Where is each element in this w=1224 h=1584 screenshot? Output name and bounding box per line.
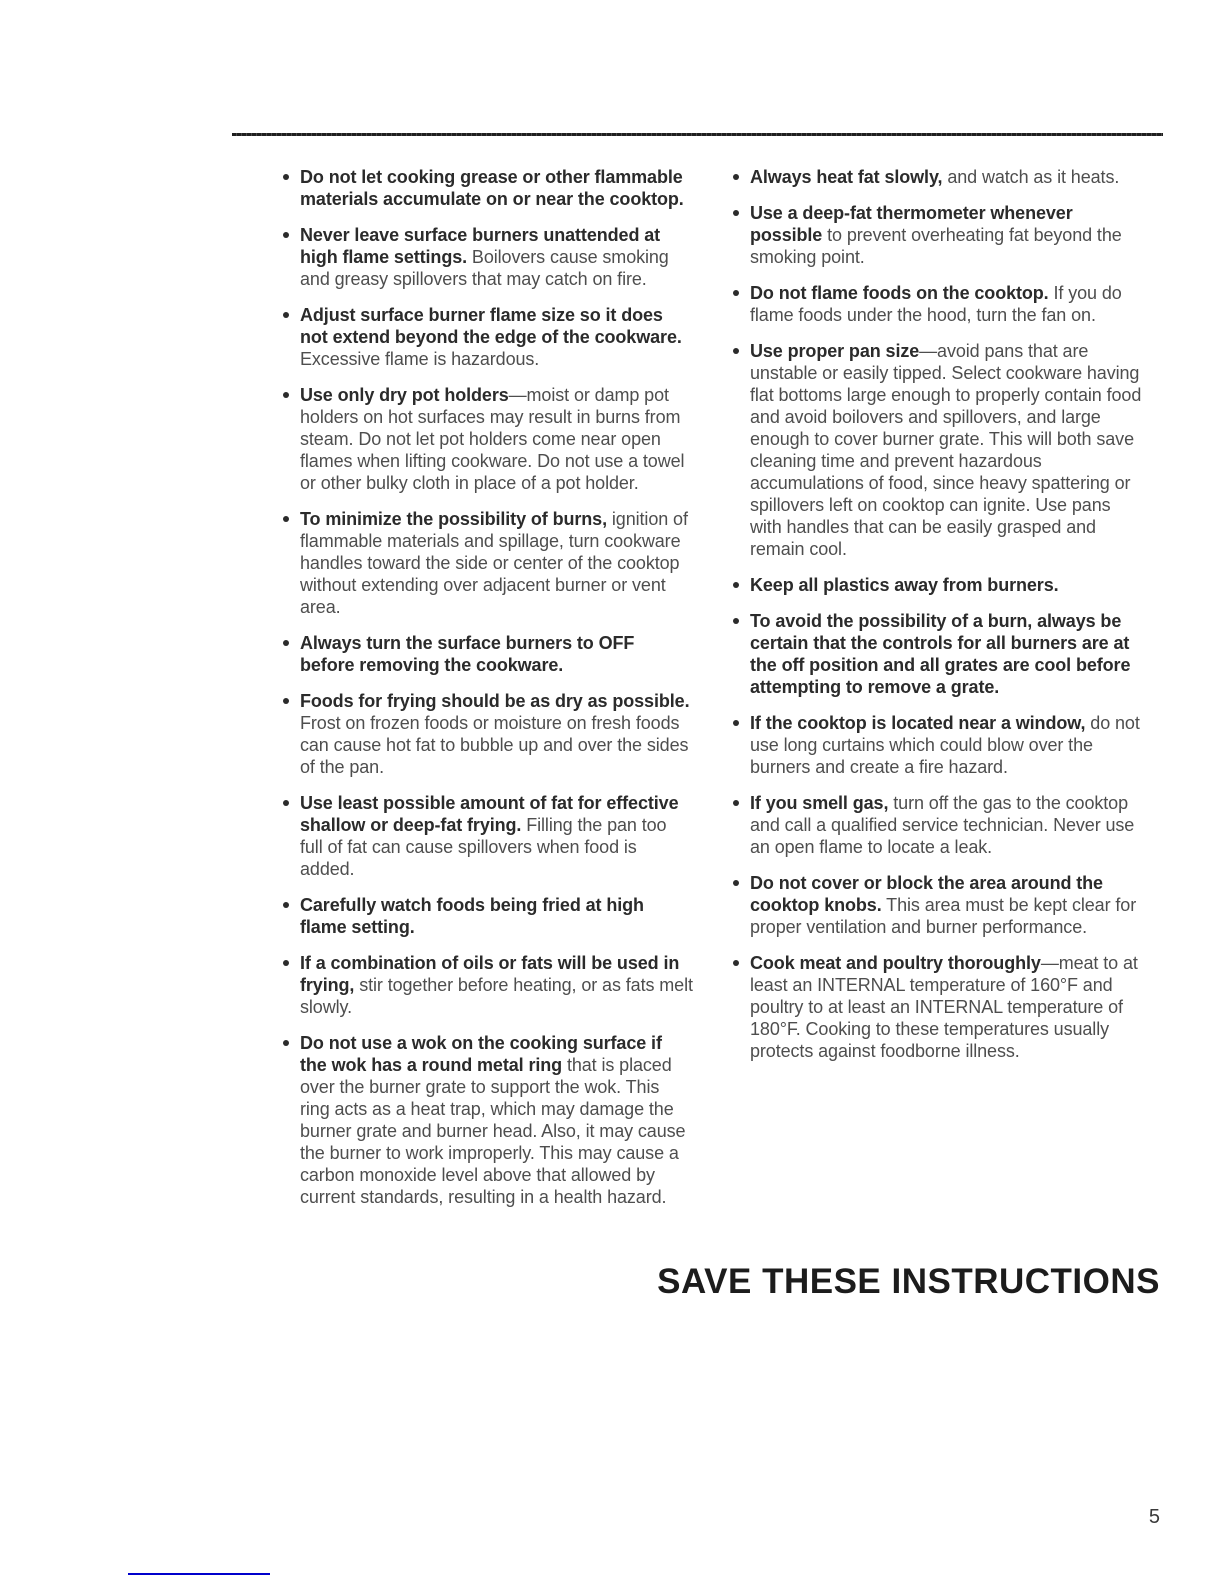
safety-bullet-item — [283, 508, 693, 618]
safety-bullet-item — [283, 304, 693, 370]
bullet-normal-text: —meat to at least an INTERNAL temperature of 160°F and poultry to at least an INTERNAL temperature of 180°F. Cooking to these temperatures usually protects against foodborne illness. — [750, 953, 1138, 1061]
bullet-bold-text: Use only dry pot holders — [300, 385, 509, 405]
bullet-normal-text: If you do flame foods under the hood, turn the fan on. — [750, 283, 1122, 325]
bullet-bold-text: Do not let cooking grease or other flammable materials accumulate on or near the cooktop. — [300, 167, 684, 209]
bullet-bold-text: Carefully watch foods being fried at high flame setting. — [300, 895, 644, 937]
safety-bullet-item — [283, 632, 693, 676]
bullet-bold-text: If the cooktop is located near a window, — [750, 713, 1086, 733]
safety-bullet-item — [733, 202, 1143, 268]
safety-bullet-item — [733, 712, 1143, 778]
safety-bullet-item — [733, 340, 1143, 560]
bullet-bold-text: Use a deep-fat thermometer whenever possible — [750, 203, 1073, 245]
safety-bullet-item — [733, 792, 1143, 858]
bullet-bold-text: Cook meat and poultry thoroughly — [750, 953, 1041, 973]
page-number: 5 — [1148, 1506, 1160, 1528]
bullet-bold-text: If a combination of oils or fats will be used in frying, — [300, 953, 680, 995]
safety-list-left-column — [283, 166, 693, 1222]
safety-bullet-item — [733, 610, 1143, 698]
bullet-normal-text: to prevent overheating fat beyond the smoking point. — [750, 225, 1122, 267]
safety-bullet-item — [283, 166, 693, 210]
bullet-normal-text: This area must be kept clear for proper ventilation and burner performance. — [750, 895, 1137, 937]
safety-bullet-item — [283, 894, 693, 938]
bullet-bold-text: Use proper pan size — [750, 341, 920, 361]
bullet-bold-text: If you smell gas, — [750, 793, 889, 813]
bullet-bold-text: Do not cover or block the area around the cooktop knobs. — [750, 873, 1103, 915]
save-instructions-heading: SAVE THESE INSTRUCTIONS — [657, 1262, 1160, 1301]
safety-bullet-item — [283, 384, 693, 494]
bullet-bold-text: Foods for frying should be as dry as possible. — [300, 691, 690, 711]
bullet-bold-text: Adjust surface burner flame size so it does not extend beyond the edge of the cookware. — [300, 305, 682, 347]
safety-bullet-item — [283, 690, 693, 778]
bullet-normal-text: Filling the pan too full of fat can cause spillovers when food is added. — [300, 815, 667, 879]
safety-bullet-item — [283, 1032, 693, 1208]
bullet-normal-text: that is placed over the burner grate to support the wok. This ring acts as a heat trap, which may damage the burner grate and burner head. Also, it may cause the burner to work improperly. This may cause a carbon monoxide level above that allowed by current standards, resulting in a health hazard. — [300, 1055, 686, 1207]
safety-bullet-item — [733, 574, 1143, 596]
bullet-bold-text: To minimize the possibility of burns, — [300, 509, 607, 529]
bullet-bold-text: Use least possible amount of fat for effective shallow or deep-fat frying. — [300, 793, 679, 835]
safety-bullet-item — [283, 224, 693, 290]
bullet-bold-text: To avoid the possibility of a burn, always be certain that the controls for all burners are at the off position and all grates are cool before attempting to remove a grate. — [750, 611, 1131, 697]
bullet-normal-text: and watch as it heats. — [942, 167, 1120, 187]
bullet-normal-text: Boilovers cause smoking and greasy spillovers that may catch on fire. — [300, 247, 669, 289]
bullet-normal-text: stir together before heating, or as fats melt slowly. — [300, 975, 693, 1017]
safety-bullet-item — [733, 952, 1143, 1062]
bullet-normal-text: —moist or damp pot holders on hot surfaces may result in burns from steam. Do not let pot holders come near open flames when lifting cookware. Do not use a towel or other bulky cloth in place of a pot holder. — [300, 385, 685, 493]
bullet-normal-text: Excessive flame is hazardous. — [300, 349, 540, 369]
bullet-normal-text: Frost on frozen foods or moisture on fresh foods can cause hot fat to bubble up and over the sides of the pan. — [300, 713, 689, 777]
bullet-normal-text: —avoid pans that are unstable or easily tipped. Select cookware having flat bottoms large enough to properly contain food and avoid boilovers and spillovers, and large enough to cover burner grate. This will both save cleaning time and prevent hazardous accumulations of food, since heavy spattering or spillovers left on cooktop can ignite. Use pans with handles that can be easily grasped and remain cool. — [750, 341, 1142, 559]
safety-bullet-item — [733, 166, 1143, 188]
bullet-normal-text: do not use long curtains which could blow over the burners and create a fire hazard. — [750, 713, 1140, 777]
bullet-normal-text: turn off the gas to the cooktop and call a qualified service technician. Never use an open flame to locate a leak. — [750, 793, 1135, 857]
safety-list-right-column — [733, 166, 1143, 1222]
bullet-bold-text: Do not flame foods on the cooktop. — [750, 283, 1049, 303]
safety-instructions-content — [283, 166, 1165, 1222]
bullet-bold-text: Always turn the surface burners to OFF before removing the cookware. — [300, 633, 635, 675]
bullet-bold-text: Always heat fat slowly, — [750, 167, 943, 187]
bullet-bold-text: Keep all plastics away from burners. — [750, 575, 1059, 595]
safety-bullet-item — [283, 952, 693, 1018]
bullet-bold-text: Do not use a wok on the cooking surface if the wok has a round metal ring — [300, 1033, 662, 1075]
safety-bullet-item — [733, 282, 1143, 326]
bullet-normal-text: ignition of flammable materials and spillage, turn cookware handles toward the side or center of the cooktop without extending over adjacent burner or vent area. — [300, 509, 688, 617]
safety-bullet-item — [733, 872, 1143, 938]
section-divider-rule — [232, 133, 1163, 136]
footer-accent-line — [128, 1573, 270, 1575]
bullet-bold-text: Never leave surface burners unattended at high flame settings. — [300, 225, 661, 267]
safety-bullet-item — [283, 792, 693, 880]
